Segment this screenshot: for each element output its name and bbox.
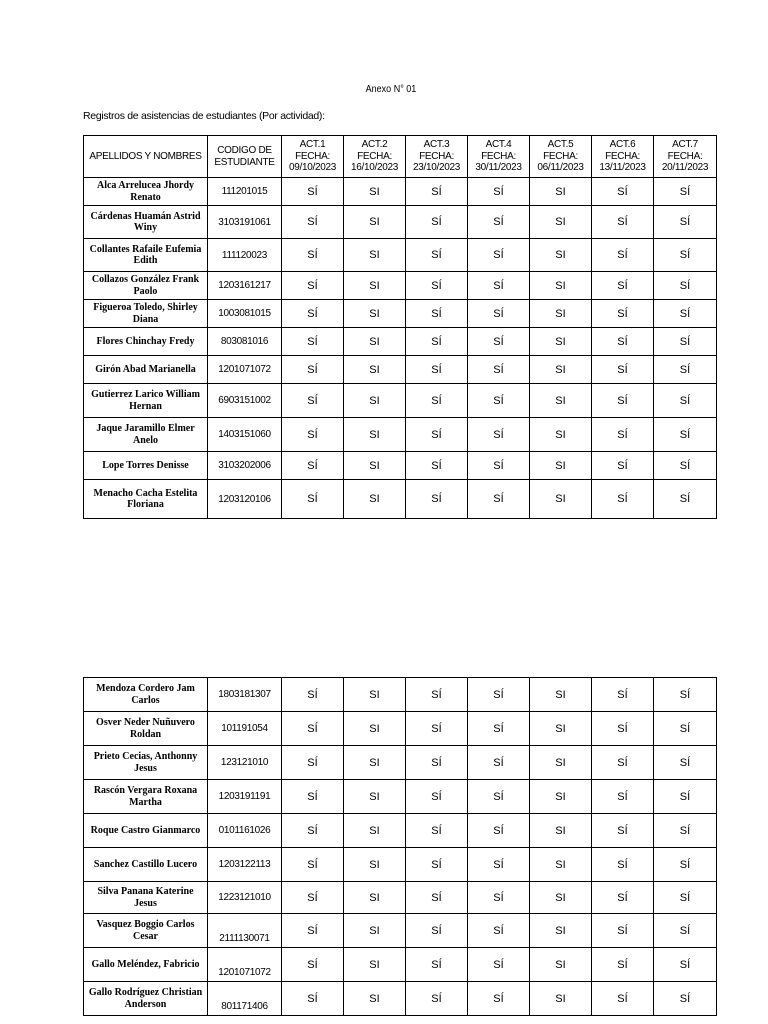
student-code: 803081016 xyxy=(208,328,282,356)
attendance-mark: SÍ xyxy=(282,272,344,300)
attendance-mark: SÍ xyxy=(592,780,654,814)
student-code: 111120023 xyxy=(208,239,282,272)
student-name: Gutierrez Larico William Hernan xyxy=(84,384,208,418)
student-name: Lope Torres Denisse xyxy=(84,452,208,480)
attendance-mark: SI xyxy=(530,480,592,519)
attendance-mark: SÍ xyxy=(654,239,717,272)
attendance-mark: SI xyxy=(530,418,592,452)
table-row xyxy=(84,300,717,328)
table-row xyxy=(84,746,717,780)
header-act-1 xyxy=(282,136,344,178)
student-name: Osver Neder Nuñuvero Roldan xyxy=(84,712,208,746)
student-name: Mendoza Cordero Jam Carlos xyxy=(84,678,208,712)
attendance-mark: SI xyxy=(530,948,592,982)
attendance-mark: SÍ xyxy=(282,678,344,712)
attendance-mark: SÍ xyxy=(406,328,468,356)
attendance-table-2 xyxy=(83,677,717,1016)
attendance-mark: SÍ xyxy=(654,384,717,418)
attendance-mark: SÍ xyxy=(654,300,717,328)
attendance-mark: SI xyxy=(344,239,406,272)
header-name: APELLIDOS Y NOMBRES xyxy=(84,136,208,178)
attendance-mark: SÍ xyxy=(654,814,717,848)
attendance-mark: SI xyxy=(344,356,406,384)
table-row xyxy=(84,882,717,914)
student-code: 3103191061 xyxy=(208,206,282,239)
attendance-mark: SÍ xyxy=(592,418,654,452)
attendance-mark: SÍ xyxy=(592,948,654,982)
attendance-mark: SI xyxy=(530,746,592,780)
attendance-mark: SI xyxy=(530,328,592,356)
attendance-mark: SÍ xyxy=(468,814,530,848)
attendance-mark: SÍ xyxy=(592,272,654,300)
attendance-mark: SI xyxy=(530,206,592,239)
attendance-mark: SÍ xyxy=(654,452,717,480)
header-act-4 xyxy=(468,136,530,178)
attendance-mark: SÍ xyxy=(406,678,468,712)
table-row xyxy=(84,948,717,982)
attendance-mark: SÍ xyxy=(468,982,530,1016)
attendance-mark: SI xyxy=(344,848,406,882)
student-name: Menacho Cacha Estelita Floriana xyxy=(84,480,208,519)
attendance-mark: SÍ xyxy=(406,418,468,452)
attendance-mark: SÍ xyxy=(282,746,344,780)
header-fecha-label: FECHA: xyxy=(419,150,454,162)
student-code: 1201071072 xyxy=(208,948,282,982)
attendance-mark: SI xyxy=(530,814,592,848)
attendance-mark: SÍ xyxy=(282,948,344,982)
student-name: Gallo Rodríguez Christian Anderson xyxy=(84,982,208,1016)
table-2-body xyxy=(84,678,717,1016)
table-row xyxy=(84,678,717,712)
attendance-mark: SÍ xyxy=(468,780,530,814)
attendance-mark: SÍ xyxy=(592,678,654,712)
attendance-mark: SÍ xyxy=(468,418,530,452)
attendance-mark: SÍ xyxy=(468,178,530,206)
attendance-mark: SÍ xyxy=(406,480,468,519)
attendance-mark: SI xyxy=(344,178,406,206)
header-act-label: ACT.5 xyxy=(547,139,574,151)
attendance-mark: SI xyxy=(530,239,592,272)
attendance-mark: SÍ xyxy=(654,678,717,712)
table-row xyxy=(84,206,717,239)
header-date: 20/11/2023 xyxy=(661,162,709,174)
attendance-mark: SÍ xyxy=(282,178,344,206)
attendance-mark: SI xyxy=(344,418,406,452)
attendance-mark: SÍ xyxy=(654,982,717,1016)
header-act-7 xyxy=(654,136,717,178)
attendance-mark: SI xyxy=(344,480,406,519)
header-fecha-label: FECHA: xyxy=(481,150,516,162)
header-act-label: ACT.4 xyxy=(485,139,512,151)
student-name: Gallo Meléndez, Fabricio xyxy=(84,948,208,982)
attendance-mark: SÍ xyxy=(406,848,468,882)
header-date: 09/10/2023 xyxy=(288,162,337,174)
header-fecha-label: FECHA: xyxy=(605,150,640,162)
student-code: 111201015 xyxy=(208,178,282,206)
attendance-mark: SI xyxy=(530,882,592,914)
student-code: 2111130071 xyxy=(208,914,282,948)
attendance-mark: SÍ xyxy=(592,746,654,780)
student-code: 1203161217 xyxy=(208,272,282,300)
header-act-label: ACT.2 xyxy=(361,139,388,151)
attendance-mark: SÍ xyxy=(654,948,717,982)
table-1-body xyxy=(84,178,717,519)
header-act-label: ACT.3 xyxy=(423,139,450,151)
header-act-6 xyxy=(592,136,654,178)
header-act-3 xyxy=(406,136,468,178)
attendance-mark: SÍ xyxy=(282,239,344,272)
attendance-mark: SÍ xyxy=(592,206,654,239)
table-row xyxy=(84,178,717,206)
attendance-mark: SI xyxy=(344,272,406,300)
attendance-mark: SÍ xyxy=(592,178,654,206)
student-name: Vasquez Boggio Carlos Cesar xyxy=(84,914,208,948)
attendance-mark: SÍ xyxy=(468,384,530,418)
table-row xyxy=(84,384,717,418)
attendance-mark: SÍ xyxy=(592,848,654,882)
student-name: Jaque Jaramillo Elmer Anelo xyxy=(84,418,208,452)
attendance-mark: SÍ xyxy=(282,814,344,848)
table-row xyxy=(84,712,717,746)
attendance-mark: SÍ xyxy=(592,356,654,384)
attendance-mark: SÍ xyxy=(592,328,654,356)
attendance-mark: SÍ xyxy=(406,272,468,300)
attendance-mark: SI xyxy=(530,300,592,328)
attendance-mark: SI xyxy=(530,356,592,384)
attendance-mark: SI xyxy=(530,678,592,712)
header-act-label: ACT.7 xyxy=(672,139,698,151)
attendance-table-1 xyxy=(83,135,717,519)
student-code: 123121010 xyxy=(208,746,282,780)
attendance-mark: SÍ xyxy=(282,300,344,328)
student-name: Prieto Cecias, Anthonny Jesus xyxy=(84,746,208,780)
table-row xyxy=(84,914,717,948)
attendance-mark: SÍ xyxy=(654,418,717,452)
table-row xyxy=(84,239,717,272)
attendance-mark: SÍ xyxy=(592,384,654,418)
student-name: Girón Abad Marianella xyxy=(84,356,208,384)
attendance-mark: SÍ xyxy=(468,848,530,882)
header-date: 16/10/2023 xyxy=(350,162,399,174)
attendance-mark: SÍ xyxy=(592,480,654,519)
attendance-mark: SÍ xyxy=(468,746,530,780)
attendance-mark: SÍ xyxy=(592,712,654,746)
attendance-mark: SÍ xyxy=(468,914,530,948)
attendance-mark: SI xyxy=(530,178,592,206)
table-row xyxy=(84,480,717,519)
attendance-mark: SÍ xyxy=(654,272,717,300)
annex-title: Anexo N° 01 xyxy=(365,84,417,95)
student-name: Roque Castro Gianmarco xyxy=(84,814,208,848)
attendance-mark: SÍ xyxy=(282,914,344,948)
header-fecha-label: FECHA: xyxy=(295,150,330,162)
attendance-mark: SÍ xyxy=(654,356,717,384)
table-row xyxy=(84,982,717,1016)
attendance-mark: SI xyxy=(344,746,406,780)
attendance-mark: SÍ xyxy=(592,914,654,948)
attendance-mark: SÍ xyxy=(654,712,717,746)
attendance-mark: SÍ xyxy=(406,948,468,982)
attendance-mark: SÍ xyxy=(592,982,654,1016)
attendance-mark: SI xyxy=(344,384,406,418)
student-name: Cárdenas Huamán Astrid Winy xyxy=(84,206,208,239)
attendance-mark: SI xyxy=(530,384,592,418)
table-row xyxy=(84,780,717,814)
attendance-mark: SI xyxy=(530,712,592,746)
attendance-mark: SÍ xyxy=(468,480,530,519)
attendance-mark: SÍ xyxy=(592,239,654,272)
attendance-mark: SÍ xyxy=(406,780,468,814)
attendance-mark: SI xyxy=(344,206,406,239)
attendance-mark: SI xyxy=(344,328,406,356)
attendance-mark: SÍ xyxy=(654,746,717,780)
student-name: Collazos González Frank Paolo xyxy=(84,272,208,300)
attendance-mark: SI xyxy=(530,914,592,948)
attendance-mark: SI xyxy=(530,452,592,480)
attendance-mark: SI xyxy=(344,678,406,712)
attendance-mark: SÍ xyxy=(282,882,344,914)
student-name: Figueroa Toledo, Shirley Diana xyxy=(84,300,208,328)
student-code: 1003081015 xyxy=(208,300,282,328)
attendance-mark: SI xyxy=(344,882,406,914)
attendance-mark: SI xyxy=(344,982,406,1016)
student-code: 6903151002 xyxy=(208,384,282,418)
table-row xyxy=(84,328,717,356)
header-act-5 xyxy=(530,136,592,178)
attendance-mark: SI xyxy=(530,982,592,1016)
student-code: 3103202006 xyxy=(208,452,282,480)
attendance-mark: SÍ xyxy=(468,948,530,982)
student-code: 101191054 xyxy=(208,712,282,746)
student-code: 1203122113 xyxy=(208,848,282,882)
attendance-mark: SÍ xyxy=(406,300,468,328)
header-act-label: ACT.6 xyxy=(609,139,636,151)
attendance-mark: SI xyxy=(344,814,406,848)
attendance-mark: SÍ xyxy=(282,480,344,519)
student-code: 1201071072 xyxy=(208,356,282,384)
attendance-mark: SÍ xyxy=(654,480,717,519)
attendance-mark: SÍ xyxy=(468,300,530,328)
attendance-mark: SÍ xyxy=(468,356,530,384)
attendance-mark: SÍ xyxy=(406,206,468,239)
header-row xyxy=(84,136,717,178)
student-name: Collantes Rafaile Eufemia Edith xyxy=(84,239,208,272)
table-row xyxy=(84,356,717,384)
attendance-mark: SÍ xyxy=(406,356,468,384)
table-row xyxy=(84,452,717,480)
attendance-mark: SÍ xyxy=(592,452,654,480)
header-date: 13/11/2023 xyxy=(599,162,646,174)
student-name: Sanchez Castillo Lucero xyxy=(84,848,208,882)
attendance-mark: SÍ xyxy=(282,384,344,418)
attendance-mark: SÍ xyxy=(468,882,530,914)
attendance-mark: SÍ xyxy=(468,239,530,272)
attendance-mark: SÍ xyxy=(406,982,468,1016)
student-name: Rascón Vergara Roxana Martha xyxy=(84,780,208,814)
table-row xyxy=(84,848,717,882)
attendance-mark: SÍ xyxy=(406,882,468,914)
header-fecha-label: FECHA: xyxy=(667,150,703,162)
attendance-mark: SÍ xyxy=(468,678,530,712)
attendance-mark: SÍ xyxy=(468,328,530,356)
attendance-mark: SÍ xyxy=(282,848,344,882)
attendance-mark: SÍ xyxy=(654,328,717,356)
attendance-mark: SI xyxy=(530,780,592,814)
header-date: 30/11/2023 xyxy=(475,162,522,174)
attendance-mark: SI xyxy=(530,848,592,882)
attendance-mark: SÍ xyxy=(654,914,717,948)
attendance-mark: SÍ xyxy=(654,206,717,239)
attendance-mark: SI xyxy=(344,712,406,746)
attendance-mark: SÍ xyxy=(406,814,468,848)
attendance-mark: SI xyxy=(344,452,406,480)
attendance-mark: SÍ xyxy=(468,452,530,480)
header-act-2 xyxy=(344,136,406,178)
attendance-mark: SÍ xyxy=(282,356,344,384)
header-code: CODIGO DE ESTUDIANTE xyxy=(208,136,282,178)
header-act-label: ACT.1 xyxy=(299,139,326,151)
attendance-mark: SÍ xyxy=(282,780,344,814)
table-row xyxy=(84,418,717,452)
attendance-mark: SÍ xyxy=(282,712,344,746)
student-code: 1203120106 xyxy=(208,480,282,519)
attendance-mark: SÍ xyxy=(282,418,344,452)
student-code: 0101161026 xyxy=(208,814,282,848)
attendance-mark: SÍ xyxy=(592,814,654,848)
attendance-mark: SÍ xyxy=(406,384,468,418)
attendance-mark: SÍ xyxy=(654,882,717,914)
header-fecha-label: FECHA: xyxy=(357,150,392,162)
student-code: 1203191191 xyxy=(208,780,282,814)
attendance-mark: SÍ xyxy=(282,982,344,1016)
attendance-mark: SÍ xyxy=(468,206,530,239)
attendance-mark: SÍ xyxy=(282,328,344,356)
student-code: 1803181307 xyxy=(208,678,282,712)
student-name: Alca Arrelucea Jhordy Renato xyxy=(84,178,208,206)
student-code: 801171406 xyxy=(208,982,282,1016)
header-date: 23/10/2023 xyxy=(412,162,461,174)
attendance-mark: SI xyxy=(344,780,406,814)
attendance-mark: SÍ xyxy=(654,178,717,206)
attendance-mark: SÍ xyxy=(468,272,530,300)
student-name: Flores Chinchay Fredy xyxy=(84,328,208,356)
attendance-mark: SI xyxy=(344,914,406,948)
attendance-mark: SÍ xyxy=(592,300,654,328)
attendance-mark: SI xyxy=(344,948,406,982)
header-date: 06/11/2023 xyxy=(537,162,584,174)
attendance-mark: SÍ xyxy=(406,239,468,272)
attendance-mark: SÍ xyxy=(282,206,344,239)
student-code: 1223121010 xyxy=(208,882,282,914)
header-fecha-label: FECHA: xyxy=(543,150,578,162)
attendance-mark: SÍ xyxy=(592,882,654,914)
attendance-mark: SÍ xyxy=(406,914,468,948)
student-code: 1403151060 xyxy=(208,418,282,452)
attendance-mark: SI xyxy=(530,272,592,300)
student-name: Silva Panana Katerine Jesus xyxy=(84,882,208,914)
attendance-mark: SÍ xyxy=(406,746,468,780)
attendance-mark: SÍ xyxy=(282,452,344,480)
attendance-mark: SÍ xyxy=(406,178,468,206)
attendance-mark: SÍ xyxy=(468,712,530,746)
attendance-mark: SÍ xyxy=(654,780,717,814)
attendance-mark: SÍ xyxy=(406,712,468,746)
attendance-mark: SÍ xyxy=(654,848,717,882)
attendance-mark: SI xyxy=(344,300,406,328)
attendance-mark: SÍ xyxy=(406,452,468,480)
table-row xyxy=(84,272,717,300)
table-subtitle: Registros de asistencias de estudiantes (Por actividad): xyxy=(83,110,325,122)
table-row xyxy=(84,814,717,848)
